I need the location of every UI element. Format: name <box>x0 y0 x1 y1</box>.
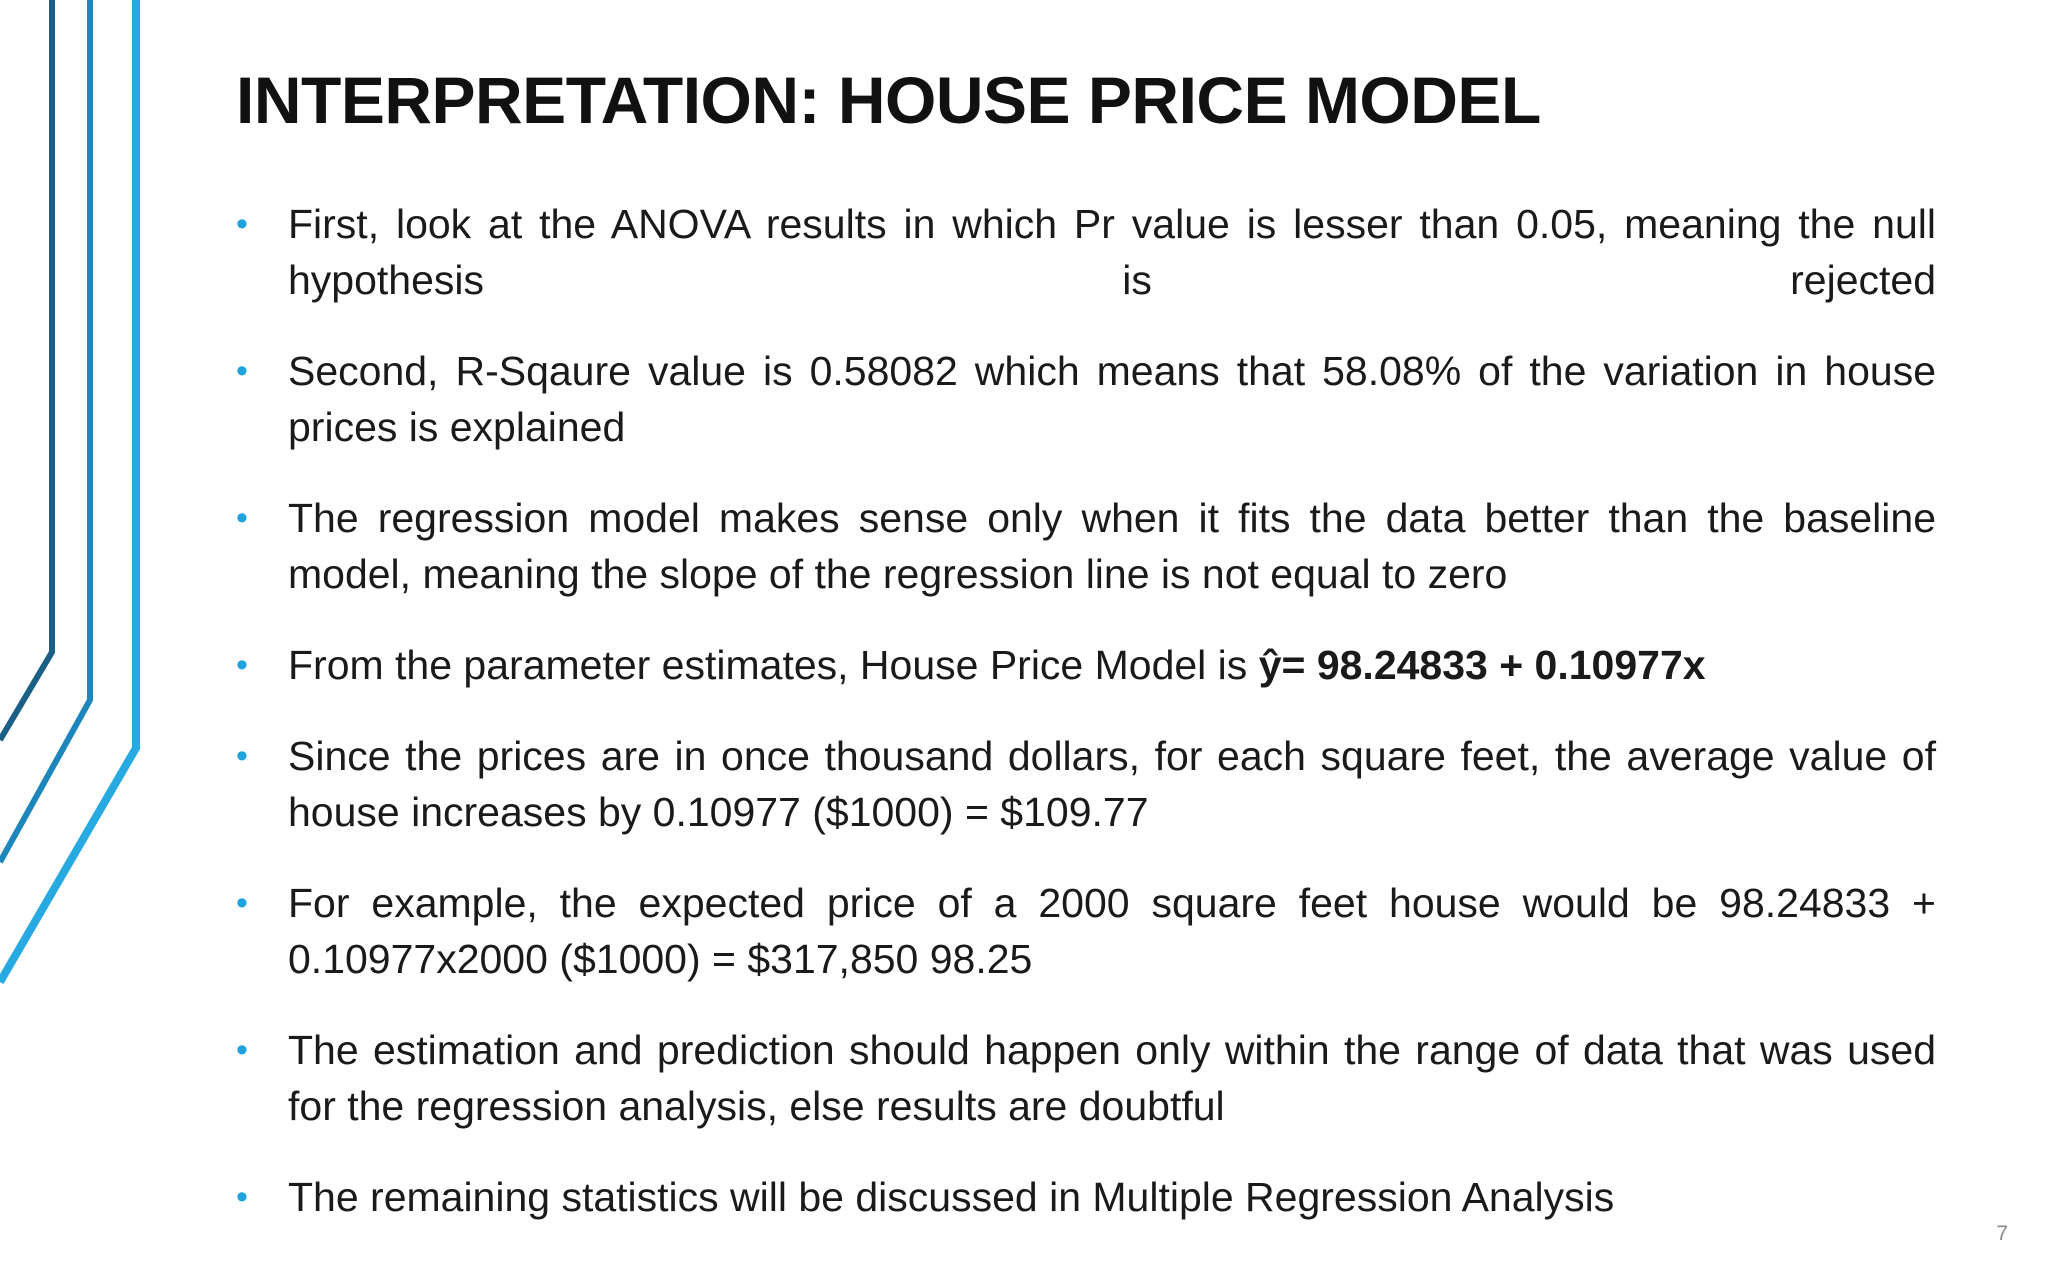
bullet-text: The remaining statistics will be discussed in Multiple Regression Analysis <box>288 1174 1615 1220</box>
bullet-list <box>236 196 1936 1260</box>
bullet-icon: • <box>236 646 248 684</box>
page-number: 7 <box>1996 1222 2008 1245</box>
bullet-item <box>236 728 1936 840</box>
bullet-icon: • <box>236 884 248 922</box>
bullet-item <box>236 1169 1936 1225</box>
bullet-item <box>236 196 1936 308</box>
deco-line-3 <box>0 0 136 982</box>
bullet-text: Second, R-Sqaure value is 0.58082 which means that 58.08% of the variation in house prices is explained <box>288 348 1936 450</box>
bullet-text: From the parameter estimates, House Price Model is <box>288 642 1259 688</box>
slide-title: INTERPRETATION: HOUSE PRICE MODEL <box>236 63 1541 137</box>
bullet-icon: • <box>236 1178 248 1216</box>
bullet-item <box>236 875 1936 987</box>
bullet-icon: • <box>236 737 248 775</box>
bullet-text: Since the prices are in once thousand dollars, for each square feet, the average value of house increases by 0.10977 ($1000) = $109.77 <box>288 733 1936 835</box>
bullet-item <box>236 637 1936 693</box>
bullet-item <box>236 490 1936 602</box>
bullet-text: The estimation and prediction should happen only within the range of data that was used for the regression analysis, else results are doubtful <box>288 1027 1936 1129</box>
bullet-icon: • <box>236 352 248 390</box>
bullet-icon: • <box>236 1031 248 1069</box>
deco-line-2 <box>0 0 90 862</box>
bullet-icon: • <box>236 205 248 243</box>
bullet-text: For example, the expected price of a 2000 square feet house would be 98.24833 + 0.10977x2000 ($1000) = $317,850 98.25 <box>288 880 1936 982</box>
deco-line-1 <box>0 0 52 740</box>
decorative-lines <box>0 0 160 1000</box>
bullet-icon: • <box>236 499 248 537</box>
bullet-item <box>236 1022 1936 1134</box>
regression-formula: ŷ= 98.24833 + 0.10977x <box>1258 642 1706 688</box>
bullet-text: The regression model makes sense only when it fits the data better than the baseline model, meaning the slope of the regression line is not equal to zero <box>288 495 1936 597</box>
bullet-text: First, look at the ANOVA results in which Pr value is lesser than 0.05, meaning the null hypothesis is rejected <box>288 201 1936 303</box>
bullet-item <box>236 343 1936 455</box>
